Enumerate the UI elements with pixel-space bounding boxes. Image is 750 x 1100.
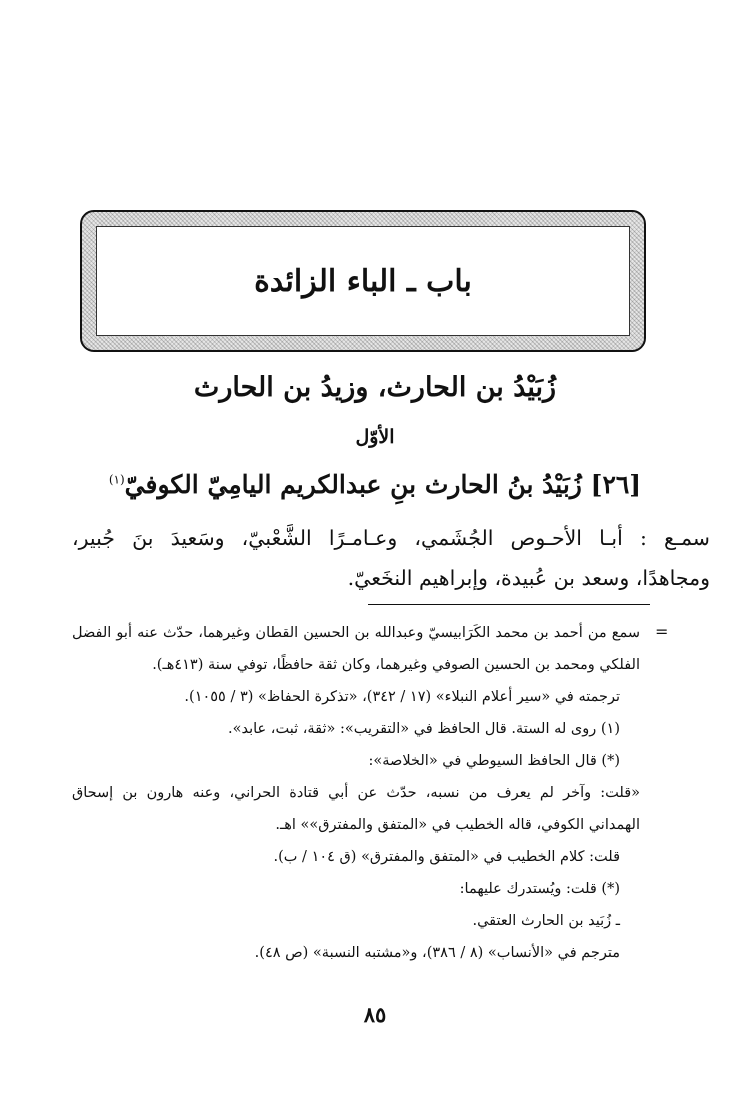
- footnote-line-6: «قلت: وآخر لم يعرف من نسبه، حدّث عن أبي قتادة الحراني، وعنه هارون بن إسحاق: [72, 785, 640, 801]
- sub-heading: الأوّل: [355, 426, 395, 448]
- footnote-continuation-marker: =: [655, 622, 669, 641]
- footnote-line-11: مترجم في «الأنساب» (٨ / ٣٨٦)، و«مشتبه النسبة» (ص ٤٨).: [254, 945, 620, 961]
- chapter-banner-inner: [96, 226, 630, 336]
- chapter-title: باب ـ الباء الزائدة: [254, 263, 472, 299]
- footnote-line-7: الهمداني الكوفي، قاله الخطيب في «المتفق والمفترق»» اهـ.: [275, 817, 640, 833]
- footnote-reference: (١): [108, 472, 125, 487]
- footnote-line-2: الفلكي ومحمد بن الحسين الصوفي وغيرهما، وكان ثقة حافظًا، توفي سنة (٤١٣هـ).: [152, 657, 640, 673]
- entry-title: زُبَيْدُ بنُ الحارث بنِ عبدالكريم اليامِيّ الكوفيّ: [124, 470, 582, 499]
- page-number: ٨٥: [363, 1002, 387, 1027]
- footnote-line-3: ترجمته في «سير أعلام النبلاء» (١٧ / ٣٤٢)، «تذكرة الحفاظ» (٣ / ١٠٥٥).: [184, 689, 620, 705]
- entry-number: [٢٦]: [590, 470, 642, 499]
- footnote-line-1: سمع من أحمد بن محمد الكَرَابيسيّ وعبدالله بن الحسين القطان وغيرهما، حدّث عنه أبو الفضل: [72, 625, 640, 641]
- body-line-1: سمـع : أبـا الأحـوص الجُشَمي، وعـامـرًا الشَّعْبيّ، وسَعيدَ بنَ جُبير،: [72, 526, 710, 550]
- footnote-separator: [368, 604, 650, 605]
- entry-heading: [60, 470, 690, 499]
- footnote-line-5: (*) قال الحافظ السيوطي في «الخلاصة»:: [368, 753, 620, 769]
- footnote-line-9: (*) قلت: ويُستدرك عليهما:: [459, 881, 620, 897]
- chapter-banner: [80, 210, 646, 352]
- section-heading: زُبَيْدُ بن الحارث، وزيدُ بن الحارث: [193, 372, 557, 403]
- footnote-line-8: قلت: كلام الخطيب في «المتفق والمفترق» (ق ١٠٤ / ب).: [273, 849, 620, 865]
- footnote-line-4: (١) روى له الستة. قال الحافظ في «التقريب»: «ثقة، ثبت، عابد».: [227, 721, 620, 737]
- body-line-2: ومجاهدًا، وسعد بن عُبيدة، وإبراهيم النخَعيّ.: [347, 566, 710, 590]
- footnote-line-10: ـ زُبَيد بن الحارث العتقي.: [472, 913, 620, 929]
